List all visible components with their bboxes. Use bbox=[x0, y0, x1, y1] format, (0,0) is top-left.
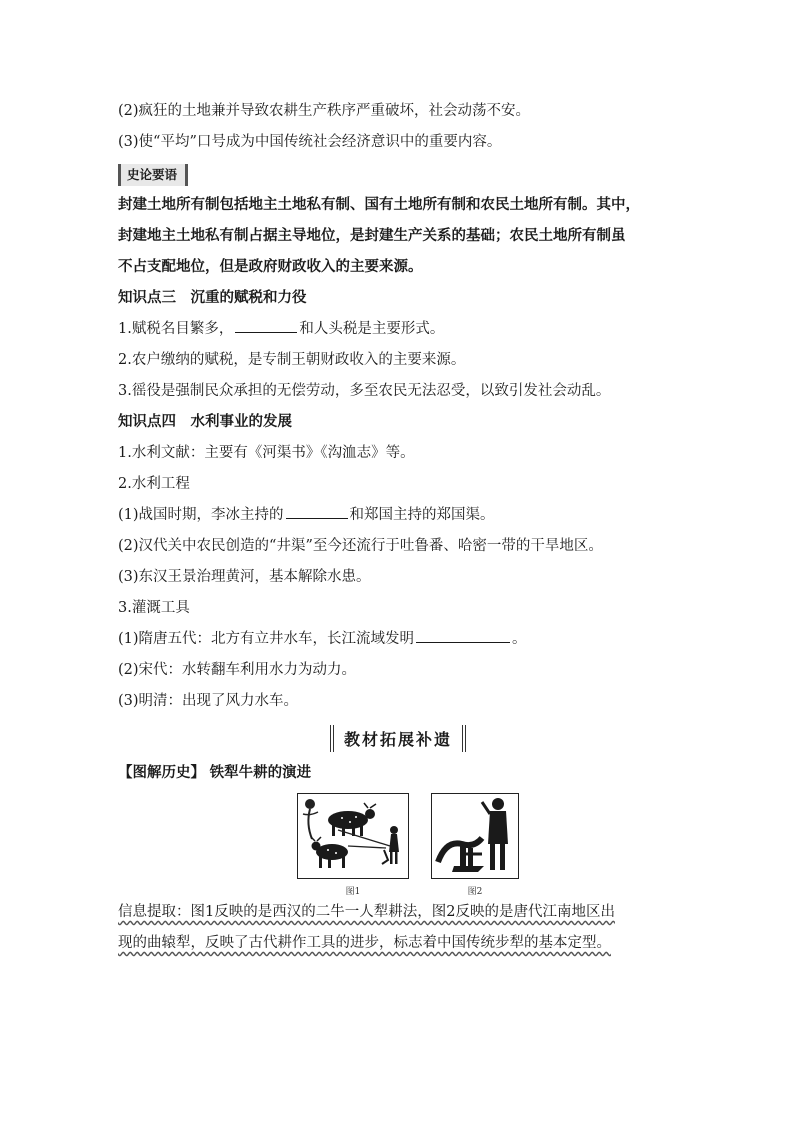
figure-2 bbox=[431, 793, 519, 897]
land-item-2: (2)疯狂的土地兼并导致农耕生产秩序严重破坏，社会动荡不安。 bbox=[118, 103, 531, 119]
k4-eng-1-end: 和郑国主持的郑国渠。 bbox=[349, 507, 495, 523]
history-text-line-3: 不占支配地位，但是政府财政收入的主要来源。 bbox=[118, 259, 423, 275]
illustrated-history-header bbox=[118, 758, 678, 789]
k4-tool-1-start: (1)隋唐五代：北方有立井水车，长江流域发明 bbox=[118, 631, 415, 647]
k3-item-2: 2.农户缴纳的赋税，是专制王朝财政收入的主要来源。 bbox=[118, 352, 466, 368]
curved-plow-image bbox=[431, 793, 519, 879]
k4-engineering-1 bbox=[118, 500, 678, 531]
info-extraction-line-2: 现的曲辕犁，反映了古代耕作工具的进步，标志着中国传统步犁的基本定型。 bbox=[118, 935, 611, 951]
k3-item-3: 3.徭役是强制民众承担的无偿劳动，多至农民无法忍受，以致引发社会动乱。 bbox=[118, 383, 611, 399]
knowledge-point-4-title: 知识点四 水利事业的发展 bbox=[118, 414, 292, 430]
k4-tool-1 bbox=[118, 624, 678, 655]
history-text-line-2: 封建地主土地私有制占据主导地位，是封建生产关系的基础；农民土地所有制虽 bbox=[118, 228, 626, 244]
history-text-line-1: 封建土地所有制包括地主土地私有制、国有土地所有制和农民土地所有制。其中， bbox=[118, 197, 640, 213]
k4-tool-2: (2)宋代：水转翻车利用水力为动力。 bbox=[118, 662, 357, 678]
k4-docs: 1.水利文献：主要有《河渠书》《沟洫志》等。 bbox=[118, 445, 415, 461]
info-extraction-line-1: 信息提取：图1反映的是西汉的二牛一人犁耕法，图2反映的是唐代江南地区出 bbox=[118, 904, 615, 920]
section-title: 教材拓展补遗 bbox=[330, 725, 466, 752]
k4-engineering-3: (3)东汉王景治理黄河，基本解除水患。 bbox=[118, 569, 371, 585]
k4-eng-1-start: (1)战国时期，李冰主持的 bbox=[118, 507, 284, 523]
history-tag: 史论要语 bbox=[118, 164, 188, 186]
fill-blank-2[interactable] bbox=[286, 504, 348, 519]
land-item-3: (3)使“平均”口号成为中国传统社会经济意识中的重要内容。 bbox=[118, 134, 502, 150]
illustrated-title: 铁犁牛耕的演进 bbox=[209, 765, 312, 781]
fill-blank-1[interactable] bbox=[235, 318, 297, 333]
k3-item-1 bbox=[118, 314, 678, 345]
illustrated-label: 【图解历史】 bbox=[118, 765, 205, 781]
figure-1 bbox=[297, 793, 409, 897]
figures-row bbox=[118, 793, 678, 897]
document-page bbox=[118, 96, 678, 959]
figure-2-caption: 图2 bbox=[467, 887, 483, 897]
k4-tool-1-end: 。 bbox=[512, 631, 527, 647]
figure-1-caption: 图1 bbox=[345, 887, 361, 897]
k3-item-1-end: 和人头税是主要形式。 bbox=[299, 321, 445, 337]
ox-plowing-image bbox=[297, 793, 409, 879]
fill-blank-3[interactable] bbox=[416, 628, 510, 643]
knowledge-point-3-title: 知识点三 沉重的赋税和力役 bbox=[118, 290, 307, 306]
k4-tool-3: (3)明清：出现了风力水车。 bbox=[118, 693, 299, 709]
section-title-wrap bbox=[118, 725, 678, 752]
k3-item-1-start: 1.赋税名目繁多， bbox=[118, 321, 234, 337]
k4-tools-title: 3.灌溉工具 bbox=[118, 600, 190, 616]
k4-engineering-2: (2)汉代关中农民创造的“井渠”至今还流行于吐鲁番、哈密一带的干旱地区。 bbox=[118, 538, 603, 554]
k4-engineering-title: 2.水利工程 bbox=[118, 476, 190, 492]
